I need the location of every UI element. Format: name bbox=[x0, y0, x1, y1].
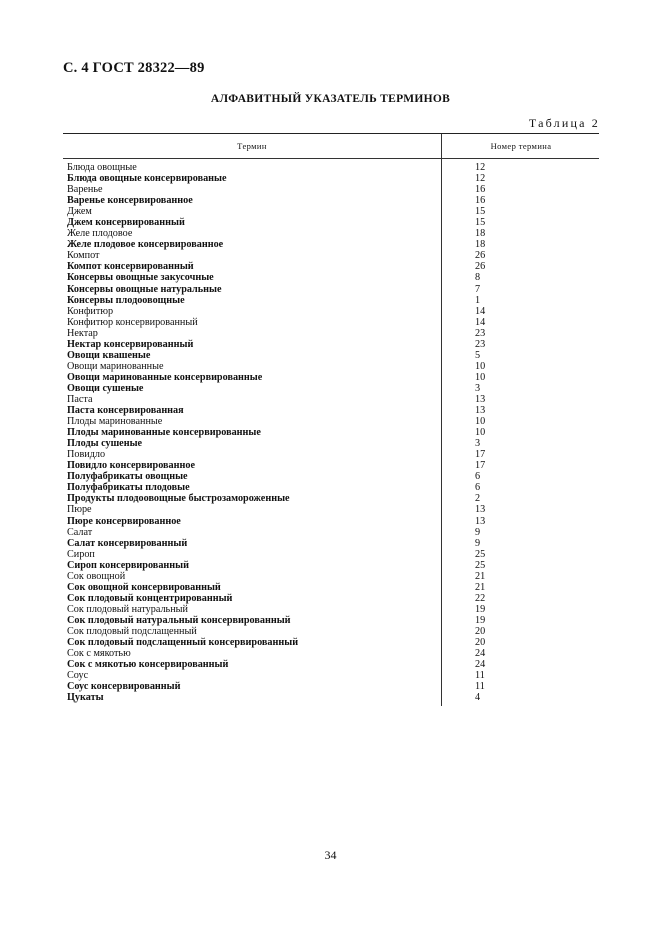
table-row bbox=[67, 261, 587, 272]
term-number-cell: 17 bbox=[475, 449, 486, 461]
term-number-cell: 10 bbox=[475, 416, 486, 428]
table-row bbox=[67, 516, 587, 527]
table-row bbox=[67, 416, 587, 427]
term-cell: Сок овощной bbox=[67, 570, 126, 582]
term-number-cell: 14 bbox=[475, 305, 486, 317]
term-cell: Конфитюр консервированный bbox=[67, 316, 198, 328]
table-row bbox=[67, 228, 587, 239]
table-row bbox=[67, 328, 587, 339]
term-cell: Соус bbox=[67, 670, 89, 682]
term-number-cell: 3 bbox=[475, 382, 481, 394]
table-row bbox=[67, 460, 587, 471]
table-row bbox=[67, 438, 587, 449]
table-row bbox=[67, 306, 587, 317]
table-row bbox=[67, 504, 587, 515]
table-row bbox=[67, 560, 587, 571]
term-number-cell: 14 bbox=[475, 316, 486, 328]
page-title: АЛФАВИТНЫЙ УКАЗАТЕЛЬ ТЕРМИНОВ bbox=[210, 93, 451, 105]
term-number-cell: 5 bbox=[475, 349, 481, 361]
table-row bbox=[67, 626, 587, 637]
term-number-cell: 23 bbox=[475, 327, 486, 339]
term-cell: Конфитюр bbox=[67, 305, 114, 317]
term-cell: Варенье bbox=[67, 184, 103, 196]
term-number-cell: 13 bbox=[475, 515, 486, 527]
term-number-cell: 12 bbox=[475, 173, 486, 185]
term-number-cell: 17 bbox=[475, 460, 486, 472]
table-row bbox=[67, 184, 587, 195]
table-row bbox=[67, 604, 587, 615]
column-header-term: Термин bbox=[237, 141, 267, 151]
column-header-number: Номер термина bbox=[441, 134, 600, 158]
table-row bbox=[67, 206, 587, 217]
term-number-cell: 1 bbox=[475, 294, 481, 306]
term-cell: Сок овощной консервированный bbox=[67, 581, 221, 593]
term-cell: Овощи маринованные bbox=[67, 360, 164, 372]
term-number-cell: 3 bbox=[475, 438, 481, 450]
term-number-cell: 23 bbox=[475, 338, 486, 350]
table-row bbox=[67, 173, 587, 184]
term-number-cell: 11 bbox=[475, 670, 485, 682]
term-number-cell: 19 bbox=[475, 614, 486, 626]
term-number-cell: 7 bbox=[475, 283, 481, 295]
table-row bbox=[67, 350, 587, 361]
term-number-cell: 12 bbox=[475, 162, 486, 173]
term-number-cell: 20 bbox=[475, 637, 486, 649]
term-number-cell: 26 bbox=[475, 250, 486, 262]
term-cell: Соус консервированный bbox=[67, 681, 181, 693]
term-cell: Плоды сушеные bbox=[67, 438, 143, 450]
term-number-cell: 22 bbox=[475, 592, 486, 604]
term-number-cell: 9 bbox=[475, 526, 481, 538]
term-cell: Повидло консервированное bbox=[67, 460, 196, 472]
term-cell: Сок плодовый подслащенный консервированный bbox=[67, 637, 299, 649]
term-cell: Полуфабрикаты плодовые bbox=[67, 482, 190, 494]
term-cell: Сок плодовый натуральный bbox=[67, 603, 188, 615]
terms-table-body bbox=[67, 162, 587, 703]
term-number-cell: 11 bbox=[475, 681, 485, 693]
term-cell: Цукаты bbox=[67, 692, 104, 704]
term-number-cell: 2 bbox=[475, 493, 481, 505]
term-cell: Овощи маринованные консервированные bbox=[67, 371, 263, 383]
table-row bbox=[67, 339, 587, 350]
term-number-cell: 16 bbox=[475, 184, 486, 196]
table-label: Таблица 2 bbox=[528, 116, 600, 130]
term-cell: Блюда овощные консервированые bbox=[67, 173, 227, 185]
term-number-cell: 10 bbox=[475, 427, 486, 439]
term-number-cell: 24 bbox=[475, 659, 486, 671]
term-cell: Варенье консервированное bbox=[67, 195, 193, 207]
term-cell: Плоды маринованные bbox=[67, 416, 163, 428]
table-row bbox=[67, 549, 587, 560]
term-cell: Паста консервированная bbox=[67, 405, 184, 417]
table-row bbox=[67, 383, 587, 394]
table-row bbox=[67, 681, 587, 692]
term-cell: Сироп bbox=[67, 548, 95, 560]
term-number-cell: 9 bbox=[475, 537, 481, 549]
term-cell: Салат bbox=[67, 526, 93, 538]
term-number-cell: 25 bbox=[475, 548, 486, 560]
term-number-cell: 19 bbox=[475, 603, 486, 615]
term-cell: Плоды маринованные консервированные bbox=[67, 427, 261, 439]
table-row bbox=[67, 582, 587, 593]
table-row bbox=[67, 692, 587, 703]
term-number-cell: 13 bbox=[475, 405, 486, 417]
term-cell: Желе плодовое bbox=[67, 228, 133, 240]
term-cell: Консервы овощные натуральные bbox=[67, 283, 222, 295]
term-cell: Нектар bbox=[67, 327, 98, 339]
table-row bbox=[67, 527, 587, 538]
term-number-cell: 18 bbox=[475, 239, 486, 251]
term-cell: Сок плодовый подслащенный bbox=[67, 625, 197, 637]
table-row bbox=[67, 615, 587, 626]
term-cell: Джем bbox=[67, 206, 92, 218]
term-number-cell: 10 bbox=[475, 371, 486, 383]
term-number-cell: 26 bbox=[475, 261, 486, 273]
term-number-cell: 20 bbox=[475, 625, 486, 637]
term-cell: Джем консервированный bbox=[67, 217, 185, 229]
term-cell: Салат консервированный bbox=[67, 537, 188, 549]
table-row bbox=[67, 648, 587, 659]
term-number-cell: 8 bbox=[475, 272, 481, 284]
table-row bbox=[67, 538, 587, 549]
term-cell: Полуфабрикаты овощные bbox=[67, 471, 188, 483]
term-cell: Овощи сушеные bbox=[67, 382, 144, 394]
table-row bbox=[67, 659, 587, 670]
term-number-cell: 18 bbox=[475, 228, 486, 240]
table-row bbox=[67, 593, 587, 604]
table-row bbox=[67, 239, 587, 250]
table-row bbox=[67, 449, 587, 460]
term-number-cell: 10 bbox=[475, 360, 486, 372]
table-row bbox=[67, 493, 587, 504]
term-cell: Паста bbox=[67, 393, 93, 405]
table-row bbox=[67, 250, 587, 261]
table-row bbox=[67, 571, 587, 582]
document-header: С. 4 ГОСТ 28322—89 bbox=[63, 60, 205, 76]
table-row bbox=[67, 670, 587, 681]
term-number-cell: 21 bbox=[475, 570, 486, 582]
table-row bbox=[67, 637, 587, 648]
term-cell: Консервы овощные закусочные bbox=[67, 272, 214, 284]
term-number-cell: 13 bbox=[475, 504, 486, 516]
term-cell: Сок плодовый натуральный консервированный bbox=[67, 614, 291, 626]
page-number: 34 bbox=[324, 848, 337, 862]
term-number-cell: 6 bbox=[475, 482, 481, 494]
term-cell: Сок с мякотью bbox=[67, 648, 131, 660]
table-row bbox=[67, 295, 587, 306]
term-cell: Продукты плодоовощные быстрозамороженные bbox=[67, 493, 290, 505]
table-row bbox=[67, 471, 587, 482]
term-number-cell: 21 bbox=[475, 581, 486, 593]
term-number-cell: 24 bbox=[475, 648, 486, 660]
table-row bbox=[67, 284, 587, 295]
table-row bbox=[67, 427, 587, 438]
term-cell: Сок с мякотью консервированный bbox=[67, 659, 229, 671]
term-cell: Консервы плодоовощные bbox=[67, 294, 185, 306]
term-number-cell: 25 bbox=[475, 559, 486, 571]
term-cell: Блюда овощные bbox=[67, 162, 137, 173]
term-cell: Сироп консервированный bbox=[67, 559, 189, 571]
term-number-cell: 15 bbox=[475, 206, 486, 218]
term-cell: Сок плодовый концентрированный bbox=[67, 592, 233, 604]
table-row bbox=[67, 482, 587, 493]
term-cell: Нектар консервированный bbox=[67, 338, 194, 350]
term-cell: Компот консервированный bbox=[67, 261, 194, 273]
table-row bbox=[67, 272, 587, 283]
table-row bbox=[67, 361, 587, 372]
term-number-cell: 15 bbox=[475, 217, 486, 229]
term-cell: Повидло bbox=[67, 449, 106, 461]
term-cell: Пюре консервированное bbox=[67, 515, 181, 527]
term-cell: Овощи квашеные bbox=[67, 349, 151, 361]
term-number-cell: 16 bbox=[475, 195, 486, 207]
table-row bbox=[67, 405, 587, 416]
table-row bbox=[67, 162, 587, 173]
table-row bbox=[67, 317, 587, 328]
term-cell: Пюре bbox=[67, 504, 92, 516]
table-row bbox=[67, 195, 587, 206]
term-number-cell: 13 bbox=[475, 393, 486, 405]
term-number-cell: 6 bbox=[475, 471, 481, 483]
term-number-cell: 4 bbox=[475, 692, 481, 704]
term-cell: Желе плодовое консервированное bbox=[67, 239, 224, 251]
table-row bbox=[67, 394, 587, 405]
table-header bbox=[63, 133, 599, 159]
table-row bbox=[67, 372, 587, 383]
term-cell: Компот bbox=[67, 250, 100, 262]
table-row bbox=[67, 217, 587, 228]
